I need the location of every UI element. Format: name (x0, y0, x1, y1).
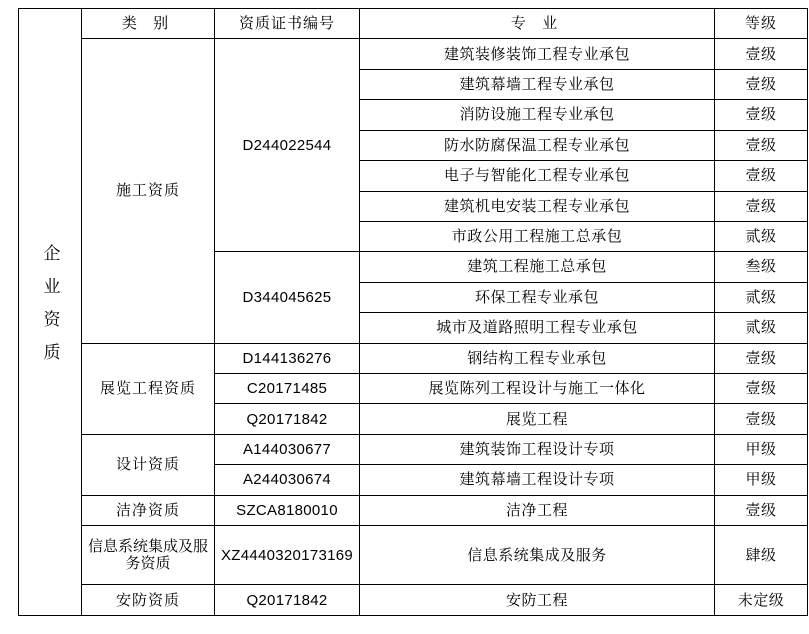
cert-cell: A144030677 (215, 434, 360, 464)
cert-cell-d344045625: D344045625 (215, 252, 360, 343)
level-cell: 未定级 (715, 585, 808, 616)
table-row (19, 434, 808, 464)
major-cell: 信息系统集成及服务 (360, 526, 715, 585)
level-cell: 壹级 (715, 130, 808, 160)
table-row (19, 39, 808, 69)
major-cell: 环保工程专业承包 (360, 282, 715, 312)
level-cell: 甲级 (715, 465, 808, 495)
level-cell: 壹级 (715, 495, 808, 525)
header-level: 等级 (715, 9, 808, 39)
major-cell: 建筑装饰工程设计专项 (360, 434, 715, 464)
level-cell: 壹级 (715, 39, 808, 69)
major-cell: 建筑幕墙工程专业承包 (360, 69, 715, 99)
level-cell: 贰级 (715, 313, 808, 343)
level-cell: 壹级 (715, 161, 808, 191)
major-cell: 电子与智能化工程专业承包 (360, 161, 715, 191)
type-cell-exhibition: 展览工程资质 (82, 343, 215, 434)
level-cell: 壹级 (715, 69, 808, 99)
level-cell: 叁级 (715, 252, 808, 282)
major-cell: 市政公用工程施工总承包 (360, 221, 715, 251)
major-cell: 建筑机电安装工程专业承包 (360, 191, 715, 221)
table-row (19, 585, 808, 616)
major-cell: 防水防腐保温工程专业承包 (360, 130, 715, 160)
cert-cell: A244030674 (215, 465, 360, 495)
type-cell-construction: 施工资质 (82, 39, 215, 343)
major-cell: 城市及道路照明工程专业承包 (360, 313, 715, 343)
level-cell: 壹级 (715, 343, 808, 373)
major-cell: 洁净工程 (360, 495, 715, 525)
level-cell: 肆级 (715, 526, 808, 585)
major-cell: 安防工程 (360, 585, 715, 616)
level-cell: 壹级 (715, 404, 808, 434)
major-cell: 展览陈列工程设计与施工一体化 (360, 374, 715, 404)
cert-cell: D144136276 (215, 343, 360, 373)
cert-cell: SZCA8180010 (215, 495, 360, 525)
major-cell: 钢结构工程专业承包 (360, 343, 715, 373)
category-cell (19, 9, 82, 616)
major-cell: 建筑装修装饰工程专业承包 (360, 39, 715, 69)
category-label: 企业资质 (40, 243, 60, 376)
level-cell: 壹级 (715, 191, 808, 221)
major-cell: 建筑工程施工总承包 (360, 252, 715, 282)
major-cell: 消防设施工程专业承包 (360, 100, 715, 130)
type-cell-design: 设计资质 (82, 434, 215, 495)
header-major: 专 业 (360, 9, 715, 39)
cert-cell: Q20171842 (215, 404, 360, 434)
level-cell: 壹级 (715, 100, 808, 130)
cert-cell: XZ4440320173169 (215, 526, 360, 585)
major-cell: 建筑幕墙工程设计专项 (360, 465, 715, 495)
cert-cell: Q20171842 (215, 585, 360, 616)
header-cert-no: 资质证书编号 (215, 9, 360, 39)
type-cell-security: 安防资质 (82, 585, 215, 616)
table-row (19, 343, 808, 373)
qualification-table (18, 8, 808, 616)
major-cell: 展览工程 (360, 404, 715, 434)
type-cell-cleanroom: 洁净资质 (82, 495, 215, 525)
level-cell: 贰级 (715, 282, 808, 312)
table-header-row (19, 9, 808, 39)
level-cell: 贰级 (715, 221, 808, 251)
header-type: 类 别 (82, 9, 215, 39)
type-cell-it-integration: 信息系统集成及服务资质 (82, 526, 215, 585)
cert-cell: C20171485 (215, 374, 360, 404)
table-row (19, 495, 808, 525)
cert-cell-d244022544: D244022544 (215, 39, 360, 252)
table-row (19, 526, 808, 585)
level-cell: 甲级 (715, 434, 808, 464)
level-cell: 壹级 (715, 374, 808, 404)
